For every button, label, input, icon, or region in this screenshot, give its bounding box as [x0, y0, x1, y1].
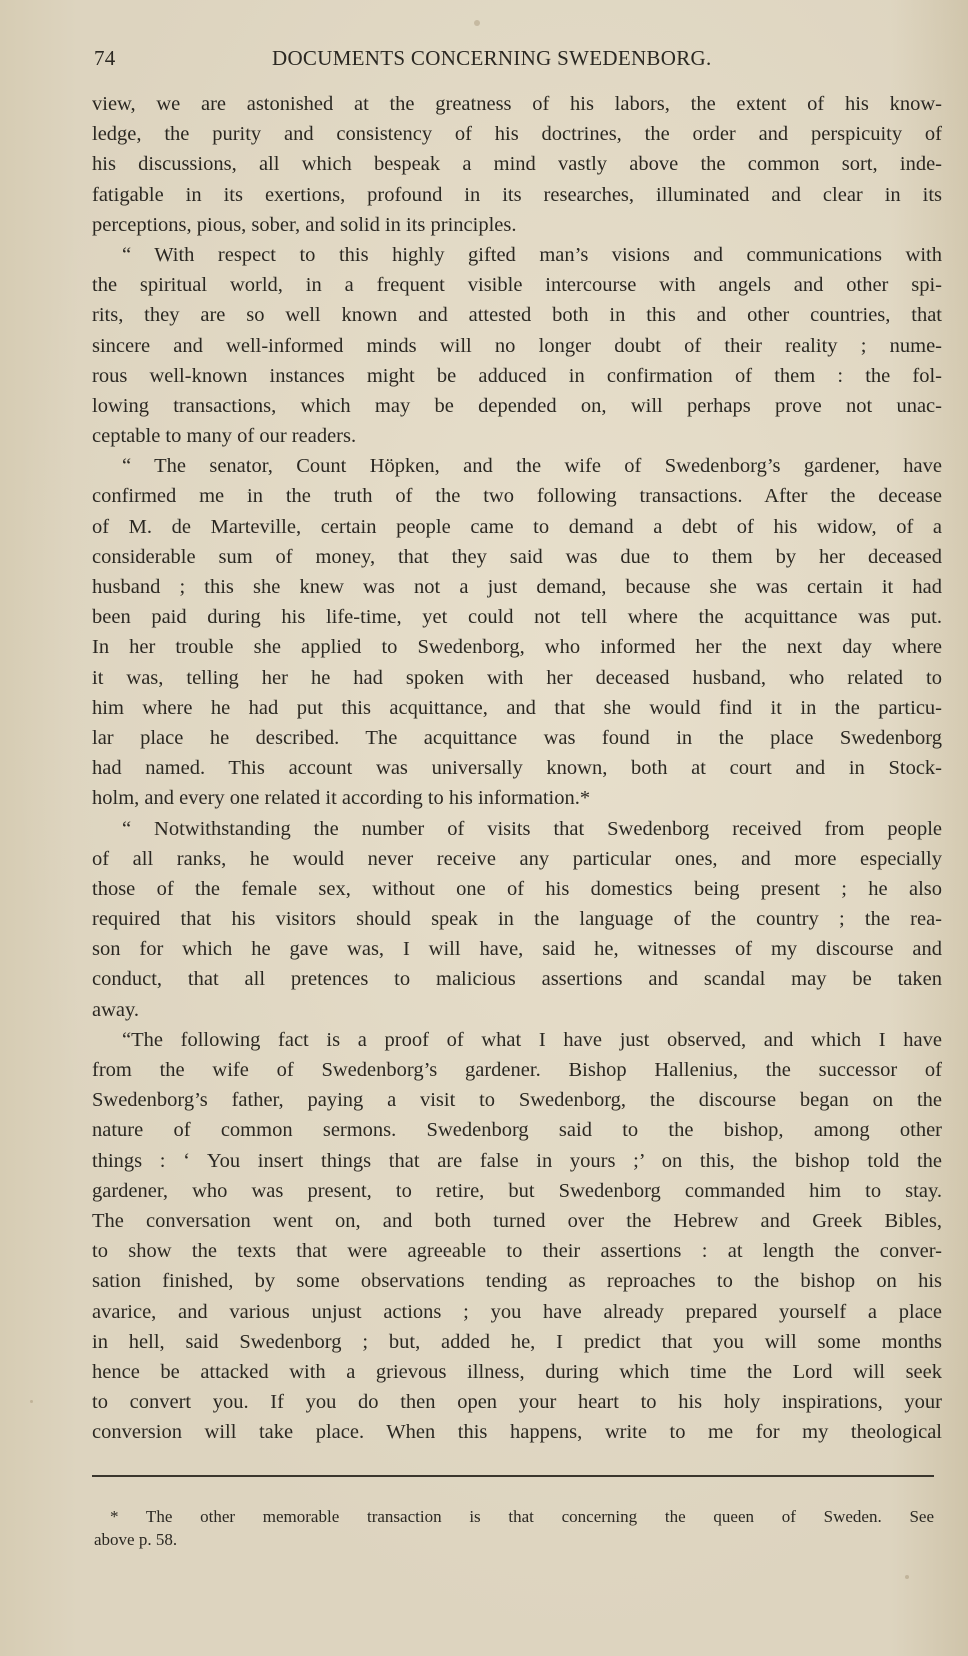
text-line-24: holm, and every one related it according to his information.* [92, 787, 591, 810]
text-line-2: ledge, the purity and consistency of his doctrines, the order and perspicuity of [92, 123, 942, 146]
text-line-23: had named. This account was universally known, both at court and in Stock- [92, 757, 942, 780]
text-line-30: conduct, that all pretences to malicious assertions and scandal may be taken [92, 968, 942, 991]
text-line-45: conversion will take place. When this happens, write to me for my theological [92, 1421, 942, 1444]
text-line-1: view, we are astonished at the greatness of his labors, the extent of his know- [92, 93, 942, 115]
text-line-5: perceptions, pious, sober, and solid in its principles. [92, 213, 517, 236]
text-line-4: fatigable in its exertions, profound in its researches, illuminated and clear in its [92, 183, 942, 206]
text-line-37: gardener, who was present, to retire, but Swedenborg commanded him to stay. [92, 1179, 942, 1202]
footnote [94, 1505, 934, 1551]
paper-speck [30, 1400, 33, 1403]
text-line-40: sation finished, by some observations tending as reproaches to the bishop on his [92, 1270, 942, 1293]
text-line-14: confirmed me in the truth of the two following transactions. After the decease [92, 485, 942, 508]
text-line-36: things : ‘ You insert things that are false in yours ;’ on this, the bishop told the [92, 1149, 942, 1172]
text-line-20: it was, telling her he had spoken with her deceased husband, who related to [92, 666, 942, 689]
text-line-6: “ With respect to this highly gifted man’s visions and communications with [122, 243, 942, 266]
text-line-11: lowing transactions, which may be depended on, will perhaps prove not unac- [92, 394, 942, 417]
text-line-27: those of the female sex, without one of his domestics being present ; he also [92, 877, 942, 900]
text-line-22: lar place he described. The acquittance was found in the place Swedenborg [92, 726, 942, 749]
text-line-39: to show the texts that were agreeable to their assertions : at length the conver- [92, 1240, 942, 1263]
text-line-13: “ The senator, Count Höpken, and the wife of Swedenborg’s gardener, have [122, 455, 942, 478]
text-line-35: nature of common sermons. Swedenborg said to the bishop, among other [92, 1119, 942, 1142]
text-line-7: the spiritual world, in a frequent visible intercourse with angels and other spi- [92, 274, 942, 297]
text-line-43: hence be attacked with a grievous illness, during which time the Lord will seek [92, 1360, 942, 1383]
paper-speck [905, 1575, 909, 1579]
text-line-34: Swedenborg’s father, paying a visit to Swedenborg, the discourse began on the [92, 1089, 942, 1112]
footnote-line-2: above p. 58. [94, 1530, 178, 1549]
text-line-28: required that his visitors should speak in the language of the country ; the rea- [92, 908, 942, 931]
text-line-29: son for which he gave was, I will have, said he, witnesses of my discourse and [92, 938, 942, 961]
text-line-12: ceptable to many of our readers. [92, 425, 357, 448]
text-line-31: away. [92, 998, 140, 1021]
text-line-18: been paid during his life-time, yet could not tell where the acquittance was put. [92, 606, 942, 629]
text-line-26: of all ranks, he would never receive any particular ones, and more especially [92, 847, 942, 870]
footnote-rule [92, 1475, 934, 1477]
text-line-17: husband ; this she knew was not a just demand, because she was certain it had [92, 576, 942, 598]
text-line-21: him where he had put this acquittance, and that she would find it in the particu- [92, 696, 942, 719]
text-line-32: “The following fact is a proof of what I have just observed, and which I have [122, 1028, 942, 1051]
page-number: 74 [94, 46, 116, 70]
text-line-38: The conversation went on, and both turned over the Hebrew and Greek Bibles, [92, 1209, 942, 1232]
text-line-42: in hell, said Swedenborg ; but, added he, I predict that you will some months [92, 1330, 942, 1353]
body-text [92, 89, 942, 1447]
text-line-15: of M. de Marteville, certain people came to demand a debt of his widow, of a [92, 515, 942, 538]
text-line-8: rits, they are so well known and attested both in this and other countries, that [92, 304, 942, 327]
running-head: DOCUMENTS CONCERNING SWEDENBORG. [272, 46, 712, 70]
page-header [94, 46, 874, 76]
text-line-10: rous well-known instances might be adduced in confirmation of them : the fol- [92, 364, 942, 387]
text-line-16: considerable sum of money, that they said was due to them by her deceased [92, 545, 942, 568]
paper-speck [474, 20, 480, 26]
text-line-25: “ Notwithstanding the number of visits that Swedenborg received from people [122, 817, 942, 840]
text-line-9: sincere and well-informed minds will no longer doubt of their reality ; nume- [92, 334, 942, 357]
text-line-44: to convert you. If you do then open your heart to his holy inspirations, your [92, 1391, 942, 1414]
text-line-41: avarice, and various unjust actions ; you have already prepared yourself a place [92, 1300, 942, 1323]
footnote-line-1: * The other memorable transaction is that concerning the queen of Sweden. See [110, 1507, 934, 1526]
text-line-33: from the wife of Swedenborg’s gardener. Bishop Hallenius, the successor of [92, 1059, 942, 1081]
text-line-3: his discussions, all which bespeak a mind vastly above the common sort, inde- [92, 153, 942, 176]
text-line-19: In her trouble she applied to Swedenborg, who informed her the next day where [92, 636, 942, 659]
